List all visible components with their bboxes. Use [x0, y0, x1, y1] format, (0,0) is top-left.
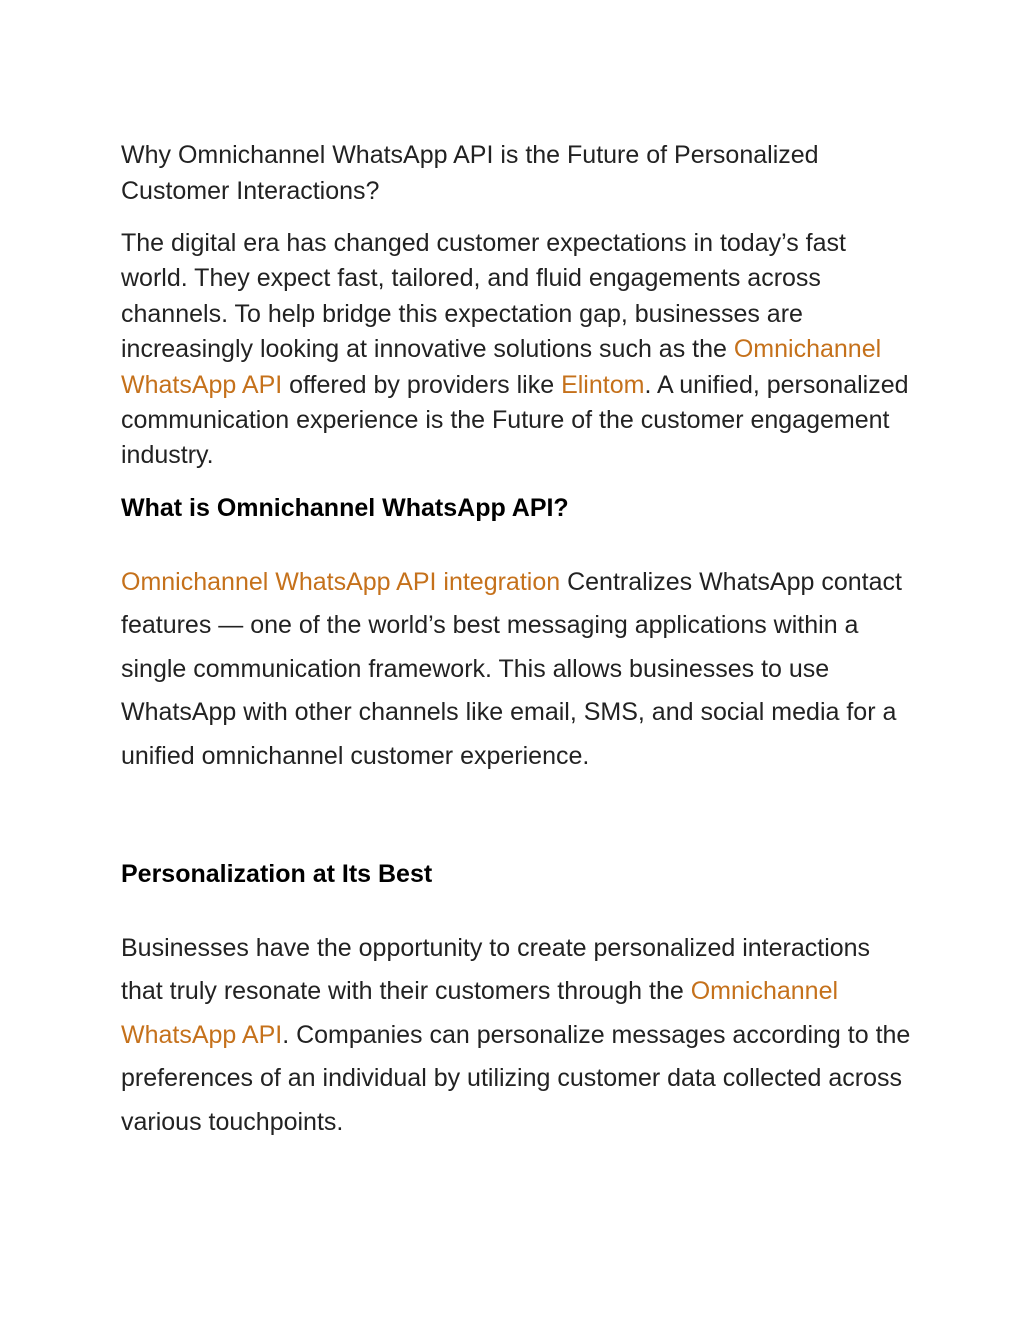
section-heading-what-is: What is Omnichannel WhatsApp API? [121, 494, 569, 522]
intro-text-3: . A unified, personalized communication experience is the Future of the customer engagement industry. [121, 370, 909, 470]
section-1-text: Centralizes WhatsApp contact features — one of the world’s best messaging applications within a single communication framework. This allows businesses to use WhatsApp with other channels like email, SMS, and social media for a unified omnichannel customer experience. [121, 568, 902, 770]
document-title: Why Omnichannel WhatsApp API is the Future of Personalized Customer Interactions? [121, 141, 819, 205]
section-2-paragraph [121, 927, 911, 1144]
section-2-text-2: . Companies can personalize messages according to the preferences of an individual by utilizing customer data collected across various touchpoints. [121, 1020, 911, 1136]
elintom-link[interactable]: Elintom [561, 370, 645, 399]
api-integration-link[interactable]: Omnichannel WhatsApp API integration [121, 568, 561, 596]
intro-text-1: The digital era has changed customer expectations in today’s fast world. They expect fast, tailored, and fluid engagements across channels. To help bridge this expectation gap, businesses are increasingly looking at innovative solutions such as the [121, 229, 846, 364]
omnichannel-whatsapp-api-link[interactable]: Omnichannel WhatsApp API [121, 335, 882, 399]
omnichannel-whatsapp-api-link-2[interactable]: Omnichannel WhatsApp API [121, 977, 839, 1049]
intro-text-2: offered by providers like [282, 370, 562, 399]
section-heading-personalization: Personalization at Its Best [121, 860, 433, 888]
section-2-text-1: Businesses have the opportunity to create personalized interactions that truly resonate with their customers through the [121, 934, 871, 1006]
intro-paragraph [121, 226, 911, 474]
section-1-paragraph [121, 561, 911, 778]
